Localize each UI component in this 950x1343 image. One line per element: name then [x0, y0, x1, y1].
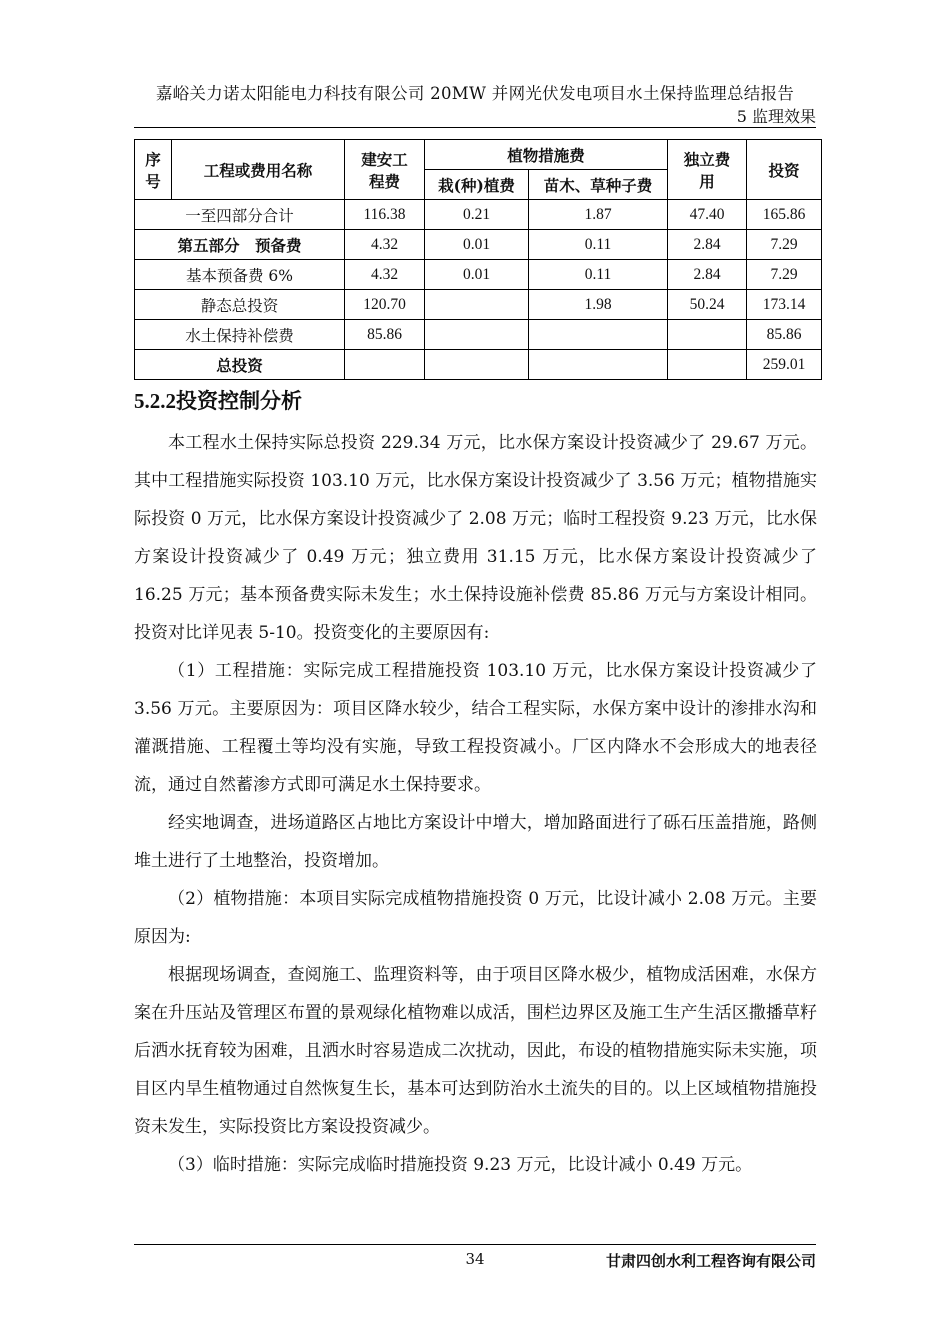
- row-name: 基本预备费 6%: [135, 260, 345, 290]
- col-header-index: 序号: [135, 140, 172, 200]
- cell-independent: 47.40: [668, 200, 747, 230]
- cell-planting: [425, 290, 529, 320]
- table-row: [135, 260, 822, 290]
- cell-investment: 7.29: [747, 260, 822, 290]
- cell-planting: 0.01: [425, 230, 529, 260]
- cell-investment: 85.86: [747, 320, 822, 350]
- table-row: [135, 290, 822, 320]
- cell-planting: 0.21: [425, 200, 529, 230]
- cell-construction: 4.32: [345, 260, 425, 290]
- cell-planting: [425, 350, 529, 380]
- row-name: 第五部分 预备费: [135, 230, 345, 260]
- col-header-name: 工程或费用名称: [172, 140, 345, 200]
- col-header-planting: 栽(种)植费: [425, 170, 529, 200]
- cell-independent: 2.84: [668, 260, 747, 290]
- cell-investment: 173.14: [747, 290, 822, 320]
- cell-investment: 7.29: [747, 230, 822, 260]
- section-number: 5.2.2: [134, 389, 176, 413]
- footer-company: 甘肃四创水利工程咨询有限公司: [605, 1252, 816, 1270]
- row-name: 水土保持补偿费: [135, 320, 345, 350]
- cell-construction: 116.38: [345, 200, 425, 230]
- row-name: 总投资: [135, 350, 345, 380]
- cell-seedlings: 1.98: [529, 290, 668, 320]
- running-header-title: 嘉峪关力诺太阳能电力科技有限公司 20MW 并网光伏发电项目水土保持监理总结报告: [155, 84, 795, 103]
- cell-construction: 4.32: [345, 230, 425, 260]
- cell-construction: 120.70: [345, 290, 425, 320]
- cell-construction: [345, 350, 425, 380]
- investment-table: [134, 139, 822, 380]
- running-header-chapter: 5 监理效果: [736, 107, 816, 126]
- cell-investment: 259.01: [747, 350, 822, 380]
- cell-construction: 85.86: [345, 320, 425, 350]
- col-header-construction: 建安工程费: [345, 140, 425, 200]
- section-heading: [134, 385, 302, 415]
- cell-independent: 50.24: [668, 290, 747, 320]
- paragraph: （2）植物措施：本项目实际完成植物措施投资 0 万元，比设计减小 2.08 万元。主要原因为:: [134, 889, 817, 947]
- header-rule: [134, 127, 816, 128]
- cell-planting: [425, 320, 529, 350]
- col-header-investment: 投资: [747, 140, 822, 200]
- row-name: 一至四部分合计: [135, 200, 345, 230]
- table-header-row: [135, 140, 822, 170]
- table-row: [135, 320, 822, 350]
- col-header-independent: 独立费用: [668, 140, 747, 200]
- cell-seedlings: 1.87: [529, 200, 668, 230]
- table-row: [135, 350, 822, 380]
- paragraph: 经实地调查，进场道路区占地比方案设计中增大，增加路面进行了砾石压盖措施，路侧堆土进行了土地整治，投资增加。: [134, 813, 817, 871]
- body-text: [134, 424, 817, 1184]
- cell-independent: [668, 350, 747, 380]
- cell-planting: 0.01: [425, 260, 529, 290]
- cell-seedlings: 0.11: [529, 230, 668, 260]
- cell-seedlings: 0.11: [529, 260, 668, 290]
- cell-seedlings: [529, 350, 668, 380]
- paragraph: （3）临时措施：实际完成临时措施投资 9.23 万元，比设计减小 0.49 万元。: [168, 1155, 753, 1175]
- page-number: 34: [465, 1250, 485, 1268]
- cell-investment: 165.86: [747, 200, 822, 230]
- row-name: 静态总投资: [135, 290, 345, 320]
- cell-seedlings: [529, 320, 668, 350]
- table-row: [135, 230, 822, 260]
- cell-independent: [668, 320, 747, 350]
- paragraph: （1）工程措施：实际完成工程措施投资 103.10 万元，比水保方案设计投资减少了 3.56 万元。主要原因为：项目区降水较少，结合工程实际，水保方案中设计的渗排水沟和灌溉措施、工程覆土等均没有实施，导致工程投资减小。厂区内降水不会形成大的地表径流，通过自然蓄渗方式即可满足水土保持要求。: [134, 661, 817, 795]
- cell-independent: 2.84: [668, 230, 747, 260]
- col-header-seedlings: 苗木、草种子费: [529, 170, 668, 200]
- col-header-plant-group: 植物措施费: [425, 140, 668, 170]
- table-row: [135, 200, 822, 230]
- paragraph: 根据现场调查，查阅施工、监理资料等，由于项目区降水极少，植物成活困难，水保方案在升压站及管理区布置的景观绿化植物难以成活，围栏边界区及施工生产生活区撒播草籽后洒水抚育较为困难，且洒水时容易造成二次扰动，因此，布设的植物措施实际未实施，项目区内旱生植物通过自然恢复生长，基本可达到防治水土流失的目的。以上区域植物措施投资未发生，实际投资比方案设投资减少。: [134, 965, 817, 1137]
- footer-rule: [134, 1244, 816, 1245]
- paragraph: 本工程水土保持实际总投资 229.34 万元，比水保方案设计投资减少了 29.67 万元。其中工程措施实际投资 103.10 万元，比水保方案设计投资减少了 3.56 万元；植物措施实际投资 0 万元，比水保方案设计投资减少了 2.08 万元；临时工程投资 9.23 万元，比水保方案设计投资减少了 0.49 万元；独立费用 31.15 万元，比水保方案设计投资减少了 16.25 万元；基本预备费实际未发生；水土保持设施补偿费 85.86 万元与方案设计相同。投资对比详见表 5-10。投资变化的主要原因有:: [134, 433, 817, 643]
- section-title: 投资控制分析: [176, 388, 302, 413]
